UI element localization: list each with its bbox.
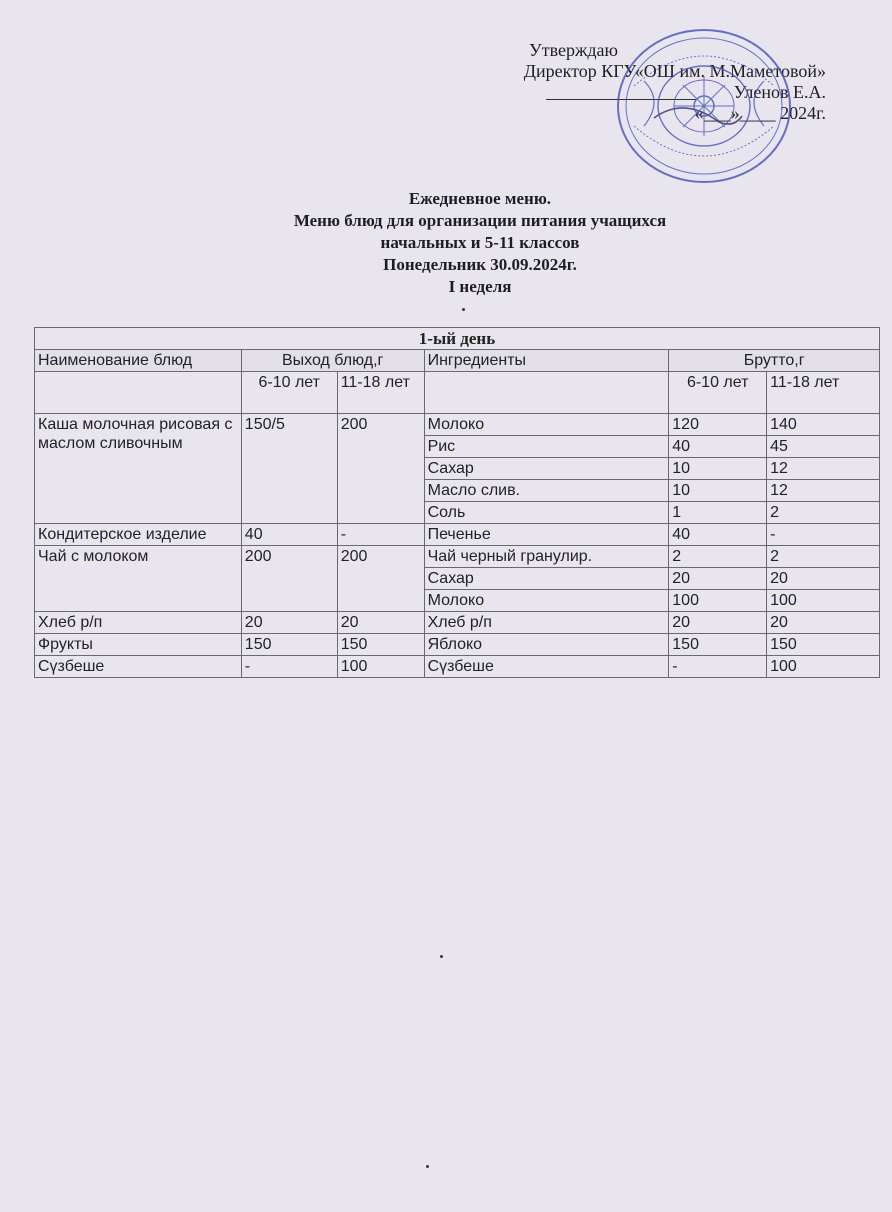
ingredient-gross-11-18: 140: [767, 414, 880, 436]
ingredient-name: Рис: [424, 436, 669, 458]
ingredient-name: Сахар: [424, 568, 669, 590]
ingredient-gross-6-10: 100: [669, 590, 767, 612]
ingredient-gross-11-18: 100: [767, 590, 880, 612]
dish-yield-6-10: -: [241, 656, 337, 678]
ingredient-gross-11-18: 45: [767, 436, 880, 458]
dish-yield-6-10: 200: [241, 546, 337, 612]
ingredient-gross-11-18: 100: [767, 656, 880, 678]
ingredient-gross-6-10: 20: [669, 612, 767, 634]
ingredient-gross-11-18: 150: [767, 634, 880, 656]
ingredient-gross-6-10: 10: [669, 480, 767, 502]
ingredient-name: Сүзбеше: [424, 656, 669, 678]
ingredient-gross-6-10: -: [669, 656, 767, 678]
table-row: [35, 414, 880, 436]
speck: [426, 1165, 429, 1168]
header-age-gross-1: 6-10 лет: [669, 372, 767, 414]
header-age-yield-2: 11-18 лет: [337, 372, 424, 414]
dish-name: Кондитерское изделие: [35, 524, 242, 546]
ingredient-gross-6-10: 2: [669, 546, 767, 568]
ingredient-name: Молоко: [424, 414, 669, 436]
dish-yield-11-18: 20: [337, 612, 424, 634]
dish-name: Каша молочная рисовая с маслом сливочным: [35, 414, 242, 524]
dish-yield-11-18: 150: [337, 634, 424, 656]
table-day-row: [35, 328, 880, 350]
table-header-row: [35, 350, 880, 372]
ingredient-name: Чай черный гранулир.: [424, 546, 669, 568]
ingredient-name: Хлеб р/п: [424, 612, 669, 634]
header-ingredients: Ингредиенты: [424, 350, 669, 372]
dish-yield-6-10: 150: [241, 634, 337, 656]
day-label: 1-ый день: [35, 328, 880, 350]
director-name: Уленов Е.А.: [733, 82, 826, 102]
ingredient-gross-11-18: 12: [767, 480, 880, 502]
ingredient-gross-6-10: 40: [669, 524, 767, 546]
ingredient-name: Сахар: [424, 458, 669, 480]
ingredient-gross-11-18: 20: [767, 612, 880, 634]
speck: [462, 308, 465, 311]
ingredient-name: Соль: [424, 502, 669, 524]
approval-line-2: Директор КГУ«ОШ им. М.Маметовой»: [523, 61, 826, 81]
dish-yield-6-10: 40: [241, 524, 337, 546]
dish-yield-11-18: 200: [337, 546, 424, 612]
dish-yield-6-10: 20: [241, 612, 337, 634]
table-row: [35, 656, 880, 678]
ingredient-gross-6-10: 40: [669, 436, 767, 458]
dish-yield-11-18: 100: [337, 656, 424, 678]
title-date: Понедельник 30.09.2024г.: [383, 255, 577, 274]
dish-yield-6-10: 150/5: [241, 414, 337, 524]
dish-yield-11-18: 200: [337, 414, 424, 524]
header-gross: Брутто,г: [669, 350, 880, 372]
title-week: I неделя: [448, 277, 512, 296]
ingredient-gross-11-18: 12: [767, 458, 880, 480]
ingredient-gross-6-10: 150: [669, 634, 767, 656]
table-row: [35, 634, 880, 656]
ingredient-name: Масло слив.: [424, 480, 669, 502]
ingredient-gross-6-10: 10: [669, 458, 767, 480]
header-yield: Выход блюд,г: [241, 350, 424, 372]
title-classes: начальных и 5-11 классов: [380, 233, 580, 252]
ingredient-gross-11-18: 20: [767, 568, 880, 590]
table-row: [35, 546, 880, 568]
menu-table: [34, 327, 880, 678]
ingredient-gross-6-10: 20: [669, 568, 767, 590]
official-stamp: [614, 26, 794, 186]
title-menu-description: Меню блюд для организации питания учащихся: [293, 211, 667, 230]
header-dish: Наименование блюд: [35, 350, 242, 372]
ingredient-name: Молоко: [424, 590, 669, 612]
dish-name: Хлеб р/п: [35, 612, 242, 634]
dish-yield-11-18: -: [337, 524, 424, 546]
menu-titles: [240, 188, 720, 298]
table-row: [35, 612, 880, 634]
table-row: [35, 524, 880, 546]
empty-cell: [424, 372, 669, 414]
approval-line-4: «___»____ 2024г.: [694, 103, 826, 123]
header-age-yield-1: 6-10 лет: [241, 372, 337, 414]
ingredient-name: Печенье: [424, 524, 669, 546]
table-subheader-row: [35, 372, 880, 414]
title-daily-menu: Ежедневное меню.: [408, 189, 552, 208]
ingredient-gross-6-10: 1: [669, 502, 767, 524]
ingredient-gross-6-10: 120: [669, 414, 767, 436]
ingredient-gross-11-18: -: [767, 524, 880, 546]
dish-name: Чай с молоком: [35, 546, 242, 612]
speck: [440, 955, 443, 958]
ingredient-gross-11-18: 2: [767, 502, 880, 524]
dish-name: Сүзбеше: [35, 656, 242, 678]
ingredient-gross-11-18: 2: [767, 546, 880, 568]
approval-line-1: Утверждаю: [528, 40, 618, 60]
ingredient-name: Яблоко: [424, 634, 669, 656]
empty-cell: [35, 372, 242, 414]
dish-name: Фрукты: [35, 634, 242, 656]
header-age-gross-2: 11-18 лет: [767, 372, 880, 414]
menu-table-body: [35, 328, 880, 678]
